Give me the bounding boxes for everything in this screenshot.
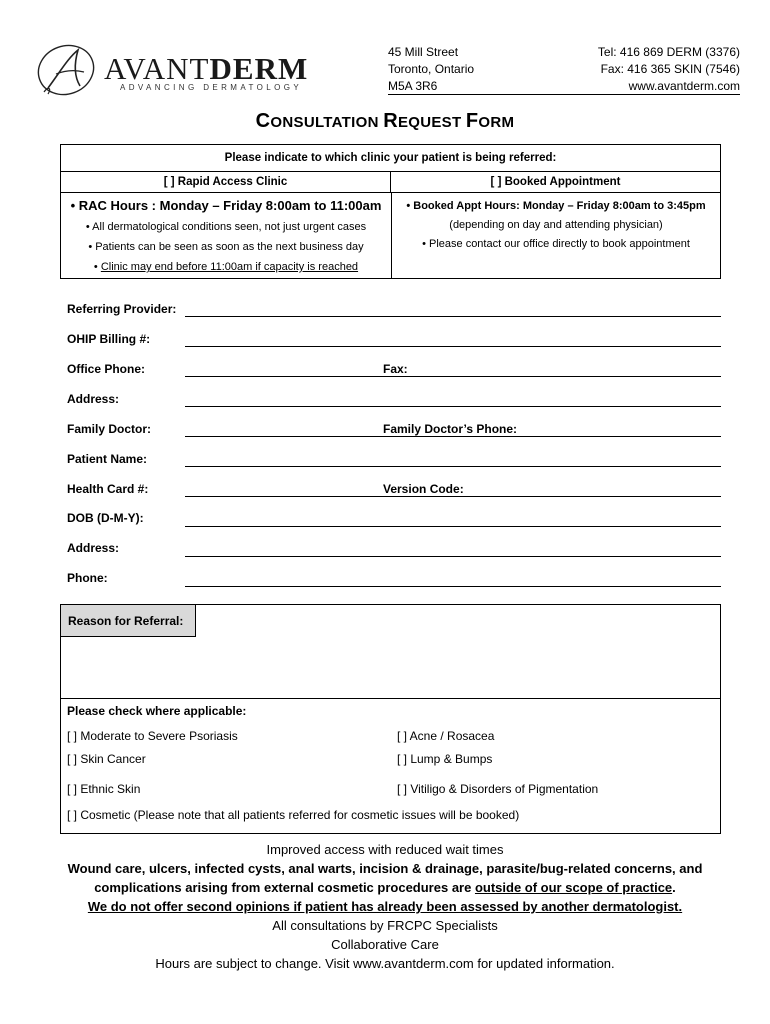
rapid-access-checkbox[interactable]: [ ] Rapid Access Clinic <box>61 172 391 193</box>
check-applicable-title: Please check where applicable: <box>67 704 247 718</box>
lumps-bumps-checkbox[interactable]: [ ] Lump & Bumps <box>397 752 493 766</box>
reason-for-referral-box <box>60 604 721 834</box>
footer-improved-access: Improved access with reduced wait times <box>266 842 504 857</box>
title-word: ONSULTATION <box>270 114 384 131</box>
psoriasis-checkbox[interactable]: [ ] Moderate to Severe Psoriasis <box>67 729 238 743</box>
booked-note: (depending on day and attending physician) <box>449 219 663 231</box>
website-link[interactable]: www.avantderm.com <box>628 79 740 93</box>
booked-info <box>392 197 720 254</box>
reason-divider <box>61 698 720 699</box>
footer-scope <box>0 880 770 895</box>
booked-appointment-checkbox[interactable]: [ ] Booked Appointment <box>391 172 720 193</box>
footer-exclusions: Wound care, ulcers, infected cysts, anal warts, incision & drainage, parasite/bug-related concerns, and <box>67 861 703 876</box>
referring-provider-label: Referring Provider: <box>67 302 177 316</box>
brand-light: AVANT <box>104 51 210 86</box>
title-cap: F <box>465 110 479 132</box>
provider-address-field[interactable] <box>185 406 721 407</box>
title-word: EQUEST <box>397 114 466 131</box>
brand-bold: DERM <box>209 51 309 86</box>
footer-scope-text: complications arising from external cosmetic procedures are <box>94 880 475 895</box>
address-line: M5A 3R6 <box>388 79 438 93</box>
family-doctor-phone-label: Family Doctor’s Phone: <box>383 422 518 436</box>
office-phone-label: Office Phone: <box>67 362 146 376</box>
footer-scope-end: . <box>672 880 676 895</box>
footer-second-opinion: We do not offer second opinions if patient has already been assessed by another dermatologist. <box>87 899 683 914</box>
clinic-selection-table <box>60 144 721 279</box>
form-title <box>0 110 770 133</box>
provider-address-label: Address: <box>67 392 120 406</box>
ohip-label: OHIP Billing #: <box>67 332 151 346</box>
health-card-field[interactable] <box>185 496 721 497</box>
address-line: Toronto, Ontario <box>388 62 475 76</box>
fax-label: Fax: <box>383 362 408 376</box>
vitiligo-checkbox[interactable]: [ ] Vitiligo & Disorders of Pigmentation <box>397 782 599 796</box>
address-line: 45 Mill Street <box>388 45 459 59</box>
brand-wordmark <box>104 51 308 87</box>
title-cap: C <box>255 110 271 132</box>
footer-scope-emphasis: outside of our scope of practice <box>474 880 673 895</box>
bullet: • <box>93 261 101 273</box>
reason-for-referral-label: Reason for Referral: <box>61 605 196 637</box>
health-card-label: Health Card #: <box>67 482 149 496</box>
rac-note: • Patients can be seen as soon as the next business day <box>88 241 364 253</box>
patient-name-label: Patient Name: <box>67 452 148 466</box>
referring-provider-field[interactable] <box>185 316 721 317</box>
title-word: ORM <box>478 114 515 131</box>
footer-hours-note: Hours are subject to change. Visit www.avantderm.com for updated information. <box>155 956 615 971</box>
rac-info <box>61 195 391 277</box>
fax-number: Fax: 416 365 SKIN (7546) <box>600 62 740 76</box>
clinic-contact <box>598 44 740 95</box>
booked-hours: • Booked Appt Hours: Monday – Friday 8:00am to 3:45pm <box>406 200 706 212</box>
ohip-field[interactable] <box>185 346 721 347</box>
booked-note: • Please contact our office directly to book appointment <box>422 238 690 250</box>
reason-text-area[interactable] <box>201 611 713 693</box>
header-divider <box>388 94 740 95</box>
acne-rosacea-checkbox[interactable]: [ ] Acne / Rosacea <box>397 729 495 743</box>
skin-cancer-checkbox[interactable]: [ ] Skin Cancer <box>67 752 146 766</box>
ethnic-skin-checkbox[interactable]: [ ] Ethnic Skin <box>67 782 141 796</box>
patient-name-field[interactable] <box>185 466 721 467</box>
patient-phone-label: Phone: <box>67 571 108 585</box>
title-cap: R <box>383 110 398 132</box>
rac-capacity-note: Clinic may end before 11:00am if capacity is reached <box>100 261 359 273</box>
rac-hours: • RAC Hours : Monday – Friday 8:00am to 11:00am <box>70 198 382 213</box>
patient-address-field[interactable] <box>185 556 721 557</box>
clinic-address <box>388 44 474 95</box>
cosmetic-checkbox[interactable]: [ ] Cosmetic (Please note that all patients referred for cosmetic issues will be booked) <box>67 808 520 822</box>
rac-note <box>61 257 391 277</box>
avantderm-logo-icon <box>34 42 98 98</box>
phone-number: Tel: 416 869 DERM (3376) <box>597 45 740 59</box>
brand-tagline: ADVANCING DERMATOLOGY <box>120 83 303 92</box>
footer-collaborative: Collaborative Care <box>331 937 439 952</box>
family-doctor-label: Family Doctor: <box>67 422 152 436</box>
patient-phone-field[interactable] <box>185 586 721 587</box>
family-doctor-field[interactable] <box>185 436 721 437</box>
clinic-table-heading: Please indicate to which clinic your patient is being referred: <box>61 145 720 172</box>
patient-address-label: Address: <box>67 541 120 555</box>
office-phone-fax-field[interactable] <box>185 376 721 377</box>
footer-frcpc: All consultations by FRCPC Specialists <box>272 918 498 933</box>
rac-note: • All dermatological conditions seen, not just urgent cases <box>85 221 367 233</box>
dob-field[interactable] <box>185 526 721 527</box>
version-code-label: Version Code: <box>383 482 464 496</box>
dob-label: DOB (D-M-Y): <box>67 511 144 525</box>
